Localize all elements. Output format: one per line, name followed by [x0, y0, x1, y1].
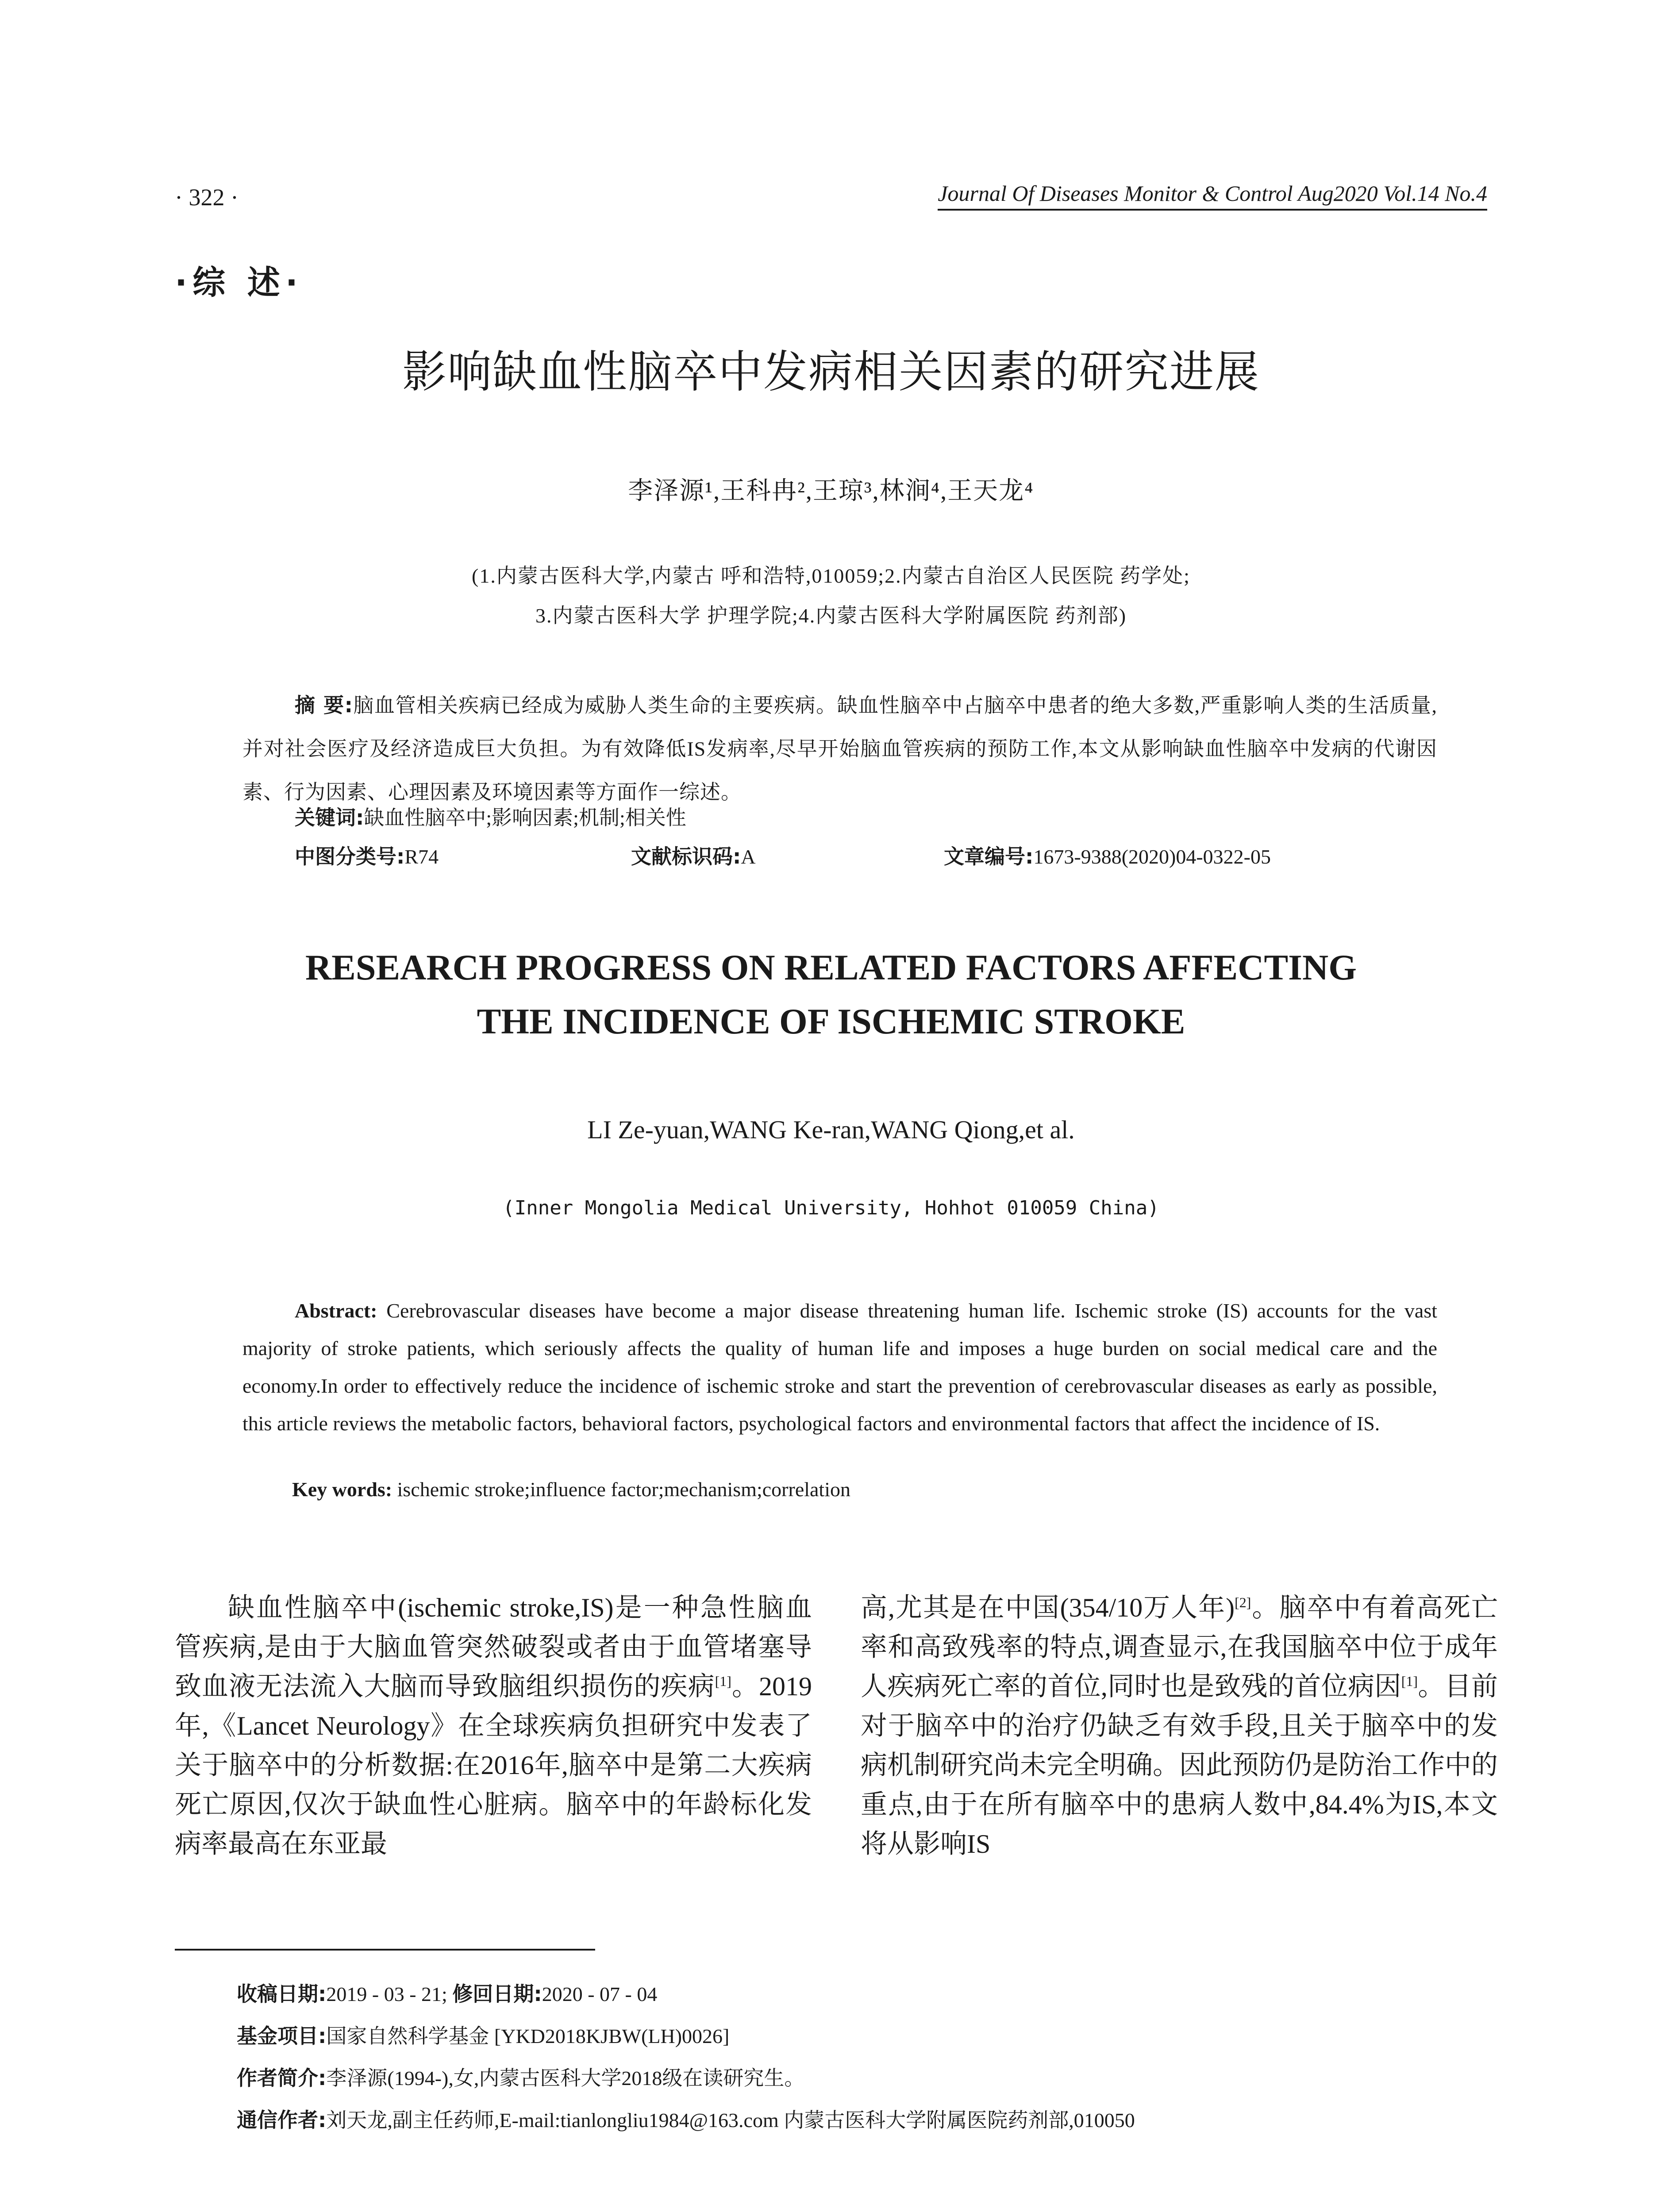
- chinese-abstract-label: 摘 要:: [295, 693, 353, 717]
- fund-value: 国家自然科学基金 [YKD2018KJBW(LH)0026]: [326, 2025, 730, 2047]
- english-abstract-text: Cerebrovascular diseases have become a major disease threatening human life. Ischemic stroke (IS) accounts for the vast majority of stroke patients, which seriously affects the quality of human life and imposes a huge burden on social medical care and the economy.In order to effectively reduce the incidence of ischemic stroke and start the prevention of cerebrovascular diseases as early as possible, this article reviews the metabolic factors, behavioral factors, psychological factors and environmental factors that affect the incidence of IS.: [242, 1299, 1437, 1435]
- footnote-correspondence: [237, 2099, 1135, 2141]
- citation-ref[interactable]: [2]: [1235, 1594, 1251, 1610]
- clc-number: [295, 841, 439, 870]
- citation-ref[interactable]: [1]: [1401, 1673, 1418, 1689]
- corresponding-author-value[interactable]: 刘天龙,副主任药师,E-mail:tianlongliu1984@163.com 内蒙古医科大学附属医院药剂部,010050: [326, 2109, 1135, 2131]
- body-column-right: [861, 1588, 1498, 1864]
- english-title-line-2: THE INCIDENCE OF ISCHEMIC STROKE: [477, 1001, 1185, 1041]
- body-right-text-2: 。脑卒中有着高死亡率和高致残率的特点,调查显示,在我国脑卒中位于成年人疾病死亡率的首位,同时也是致残的首位病因: [861, 1593, 1498, 1701]
- body-right-text-3: 。目前对于脑卒中的治疗仍缺乏有效手段,且关于脑卒中的发病机制研究尚未完全明确。因此预防仍是防治工作中的重点,由于在所有脑卒中的患病人数中,84.4%为IS,本文将从影响IS: [861, 1672, 1498, 1859]
- doc-code-value: A: [741, 845, 756, 868]
- document-code: [631, 841, 756, 870]
- revised-label: 修回日期:: [452, 1982, 542, 2006]
- chinese-affiliation-line-1: (1.内蒙古医科大学,内蒙古 呼和浩特,010059;2.内蒙古自治区人民医院 药学处;: [472, 565, 1190, 587]
- footnote-divider: [175, 1949, 595, 1951]
- revised-value: 2020 - 07 - 04: [542, 1983, 658, 2005]
- corresponding-author-label: 通信作者:: [237, 2108, 327, 2132]
- section-label: ·综 述·: [175, 264, 303, 302]
- chinese-abstract: [242, 684, 1437, 814]
- english-authors: LI Ze-yuan,WANG Ke-ran,WANG Qiong,et al.: [587, 1115, 1075, 1144]
- doc-code-label: 文献标识码:: [631, 845, 741, 868]
- body-left-text-1: 缺血性脑卒中(ischemic stroke,IS)是一种急性脑血管疾病,是由于大脑血管突然破裂或者由于血管堵塞导致血液无法流入大脑而导致脑组织损伤的疾病: [175, 1593, 812, 1701]
- article-number: [944, 841, 1271, 870]
- chinese-keywords-text: 缺血性脑卒中;影响因素;机制;相关性: [364, 806, 686, 829]
- english-keywords-label: Key words:: [292, 1478, 392, 1501]
- english-affiliation: (Inner Mongolia Medical University, Hohhot 010059 China): [503, 1197, 1159, 1219]
- chinese-abstract-text: 脑血管相关疾病已经成为威胁人类生命的主要疾病。缺血性脑卒中占脑卒中患者的绝大多数,严重影响人类的生活质量,并对社会医疗及经济造成巨大负担。为有效降低IS发病率,尽早开始脑血管疾病的预防工作,本文从影响缺血性脑卒中发病的代谢因素、行为因素、心理因素及环境因素等方面作一综述。: [242, 694, 1437, 803]
- chinese-keywords: [295, 802, 686, 831]
- received-value: 2019 - 03 - 21;: [326, 1983, 447, 2005]
- footnotes: [237, 1973, 1135, 2141]
- fund-label: 基金项目:: [237, 2024, 327, 2048]
- page-number: · 322 ·: [175, 184, 239, 211]
- chinese-keywords-label: 关键词:: [295, 806, 364, 830]
- english-title-line-1: RESEARCH PROGRESS ON RELATED FACTORS AFFECTING: [305, 947, 1357, 987]
- clc-label: 中图分类号:: [295, 845, 405, 868]
- author-bio-value: 李泽源(1994-),女,内蒙古医科大学2018级在读研究生。: [326, 2067, 805, 2089]
- body-column-left: [175, 1588, 812, 1864]
- footnote-dates: [237, 1973, 1135, 2015]
- chinese-authors: 李泽源¹,王科冉²,王琼³,林涧⁴,王天龙⁴: [628, 477, 1034, 505]
- english-keywords: [292, 1478, 850, 1501]
- citation-ref[interactable]: [1]: [715, 1673, 731, 1689]
- english-abstract-label: Abstract:: [295, 1299, 377, 1322]
- clc-value: R74: [404, 845, 439, 868]
- article-no-value: 1673-9388(2020)04-0322-05: [1033, 845, 1271, 868]
- english-keywords-text: ischemic stroke;influence factor;mechanism;correlation: [397, 1478, 850, 1501]
- body-right-text-1: 高,尤其是在中国(354/10万人年): [861, 1593, 1235, 1622]
- received-label: 收稿日期:: [237, 1982, 327, 2006]
- chinese-affiliation-line-2: 3.内蒙古医科大学 护理学院;4.内蒙古医科大学附属医院 药剂部): [535, 604, 1127, 627]
- footnote-author: [237, 2057, 1135, 2099]
- body-left-text-2: 。2019年,《Lancet Neurology》在全球疾病负担研究中发表了关于脑卒中的分析数据:在2016年,脑卒中是第二大疾病死亡原因,仅次于缺血性心脏病。脑卒中的年龄标化发病率最高在东亚最: [175, 1672, 812, 1859]
- footnote-fund: [237, 2015, 1135, 2057]
- article-no-label: 文章编号:: [944, 845, 1034, 868]
- english-abstract: [242, 1292, 1437, 1442]
- journal-running-header: Journal Of Diseases Monitor & Control Aug2020 Vol.14 No.4: [938, 180, 1487, 211]
- author-bio-label: 作者简介:: [237, 2066, 327, 2090]
- chinese-title: 影响缺血性脑卒中发病相关因素的研究进展: [402, 346, 1260, 398]
